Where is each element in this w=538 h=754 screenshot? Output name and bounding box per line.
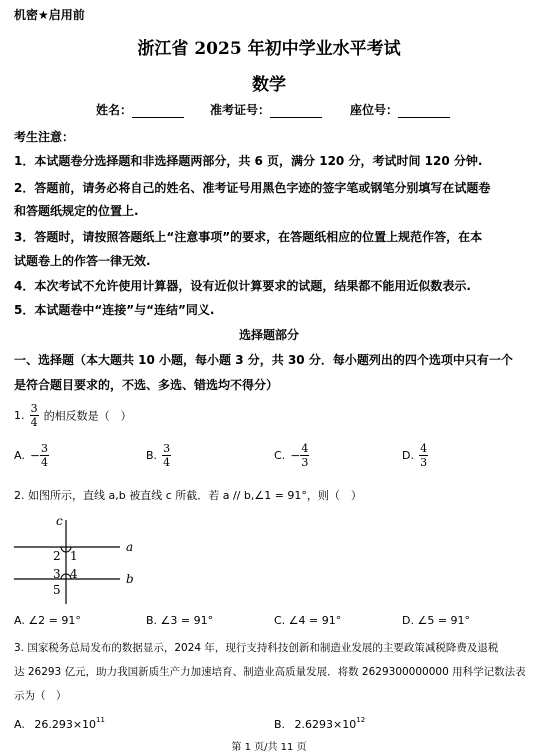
notes-heading: 考生注意： (14, 130, 75, 144)
angle-5: 5 (53, 583, 61, 597)
question-3-line: 示为（ ） (14, 690, 67, 702)
question-3-line: 达 26293 亿元，助力我国新质生产力加速培育、制造业高质量发展．将数 2629300000000 用科学记数法表 (14, 666, 526, 678)
exam-title: 浙江省 2025 年初中学业水平考试 (137, 39, 401, 59)
q2-option-b[interactable]: B. ∠3 = 91° (146, 614, 214, 627)
q1-option-a-fraction: $\frac{3}{4}$ (40, 442, 48, 469)
note-line: 5．本试题卷中“连接”与“连结”同义. (14, 303, 215, 317)
question-1 (14, 402, 132, 429)
label-b: b (126, 572, 134, 586)
q1-option-a[interactable]: A. − $\frac{3}{4}$ (14, 442, 48, 469)
q3-option-a[interactable]: A. $26.293\times 10^{11}$ (14, 716, 105, 731)
angle-1: 1 (70, 549, 78, 563)
q1-option-d[interactable]: D. $\frac{4}{3}$ (402, 442, 428, 469)
exam-id-blank[interactable] (270, 105, 322, 118)
seat-blank[interactable] (398, 105, 450, 118)
name-blank[interactable] (132, 105, 184, 118)
q2-option-d[interactable]: D. ∠5 = 91° (402, 614, 471, 627)
confidential-label: 机密★启用前 (14, 8, 85, 22)
q1-number: 1. (14, 409, 25, 422)
q2-option-c[interactable]: C. ∠4 = 91° (274, 614, 342, 627)
name-label: 姓名： (96, 103, 133, 117)
part1-instruction: 一、选择题（本大题共 10 小题，每小题 3 分，共 30 分．每小题列出的四个选项中只有一个 (14, 353, 513, 367)
angle-3: 3 (53, 567, 61, 581)
name-field[interactable] (96, 101, 184, 118)
seat-label: 座位号： (350, 103, 399, 117)
note-line: 1．本试题卷分选择题和非选择题两部分，共 6 页，满分 120 分，考试时间 120 分钟. (14, 154, 483, 168)
page-footer: 第 1 页/共 11 页 (231, 742, 307, 753)
note-line: 2．答题前，请务必将自己的姓名、准考证号用黑色字迹的签字笔或钢笔分别填写在试题卷 (14, 181, 491, 195)
q1-stem: 的相反数是（ ） (43, 409, 132, 423)
parallel-lines-figure (10, 512, 140, 606)
q1-option-d-fraction: $\frac{4}{3}$ (420, 442, 428, 469)
note-line: 试题卷上的作答一律无效. (14, 254, 151, 268)
part1-instruction-cont: 是符合题目要求的，不选、多选、错选均不得分） (14, 378, 279, 392)
label-c: c (56, 514, 63, 528)
angle-4: 4 (70, 567, 78, 581)
question-2-stem: 2. 如图所示，直线 a,b 被直线 c 所截．若 a // b,∠1 = 91°，则（ ） (14, 489, 362, 502)
section-title: 选择题部分 (238, 328, 299, 342)
note-line: 和答题纸规定的位置上. (14, 204, 139, 218)
exam-subject: 数学 (252, 75, 286, 95)
label-a: a (126, 540, 134, 554)
question-3-line: 3. 国家税务总局发布的数据显示，2024 年，现行支持科技创新和制造业发展的主要政策减税降费及退税 (14, 642, 499, 654)
seat-field[interactable] (350, 101, 450, 118)
exam-id-label: 准考证号： (210, 103, 271, 117)
q3-option-b[interactable]: B. $2.6293\times 10^{12}$ (274, 716, 366, 731)
q1-option-b-fraction: $\frac{3}{4}$ (163, 442, 171, 469)
angle-2: 2 (53, 549, 61, 563)
exam-id-field[interactable] (210, 101, 322, 118)
q2-option-a[interactable]: A. ∠2 = 91° (14, 614, 81, 627)
q1-fraction: $\frac{3}{4}$ (30, 402, 38, 429)
q1-option-b[interactable]: B. $\frac{3}{4}$ (146, 442, 171, 469)
q1-option-c-fraction: $\frac{4}{3}$ (301, 442, 309, 469)
note-line: 4．本次考试不允许使用计算器，设有近似计算要求的试题，结果都不能用近似数表示. (14, 279, 471, 293)
note-line: 3．答题时，请按照答题纸上“注意事项”的要求，在答题纸相应的位置上规范作答，在本 (14, 230, 483, 244)
q1-option-c[interactable]: C. − $\frac{4}{3}$ (274, 442, 309, 469)
